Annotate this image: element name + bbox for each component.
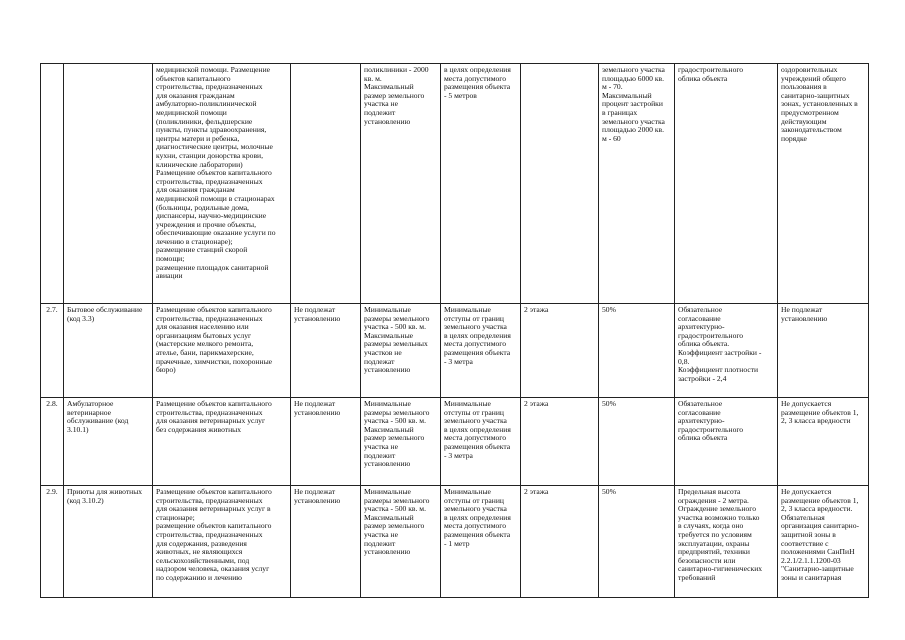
use-type-name: Амбулаторное ветеринарное обслуживание (код 3.10.1) — [64, 398, 153, 486]
cell-setbacks: в целях определения места допустимого размещения объекта - 5 метров — [441, 64, 521, 304]
cell-col4: Не подлежат установлению — [291, 398, 361, 486]
cell-floors — [521, 64, 599, 304]
cell-plot-size: Минимальные размеры земельного участка - 500 кв. м. Максимальный размер земельного участка не подлежит установлению — [361, 486, 441, 598]
cell-other-params: Обязательное согласование архитектурно- градостроительного облика объекта — [675, 398, 778, 486]
cell-coverage: 50% — [599, 398, 675, 486]
cell-setbacks: Минимальные отступы от границ земельного участка в целях определения места допустимого размещения объекта - 1 метр — [441, 486, 521, 598]
row-number: 2.7. — [41, 304, 64, 398]
cell-restrictions: Не допускается размещение объектов 1, 2, 3 класса вредности — [778, 398, 869, 486]
cell-coverage: 50% — [599, 304, 675, 398]
use-type-name — [64, 64, 153, 304]
use-type-description: Размещение объектов капитального строительства, предназначенных для оказания ветеринарных услуг без содержания животных — [153, 398, 291, 486]
use-type-name: Бытовое обслуживание (код 3.3) — [64, 304, 153, 398]
table-row — [41, 486, 869, 598]
use-type-name: Приюты для животных (код 3.10.2) — [64, 486, 153, 598]
cell-other-params: Обязательное согласование архитектурно- градостроительного облика объекта. Коэффициент застройки - 0,8. Коэффициент плотности застройки - 2,4 — [675, 304, 778, 398]
use-type-description: Размещение объектов капитального строительства, предназначенных для оказания ветеринарных услуг в стационаре; размещение объектов капитального строительства, предназначенных для содержания, разведения животных, не являющихся сельскохозяйственными, под надзором человека, оказания услуг по содержанию и лечению — [153, 486, 291, 598]
cell-floors: 2 этажа — [521, 398, 599, 486]
use-type-description: медицинской помощи. Размещение объектов капитального строительства, предназначенных для оказания гражданам амбулаторно-поликлинической медицинской помощи (поликлиники, фельдшерские пункты, пункты здравоохранения, центры матери и ребенка, диагностические центры, молочные кухни, станции донорства крови, клинические лаборатории) Размещение объектов капитального строительства, предназначенных для оказания гражданам медицинской помощи в стационарах (больницы, родильные дома, диспансеры, научно-медицинские учреждения и прочие объекты, обеспечивающие оказание услуги по лечению в стационаре); размещение станций скорой помощи; размещение площадок санитарной авиации — [153, 64, 291, 304]
row-number — [41, 64, 64, 304]
cell-col4 — [291, 64, 361, 304]
cell-plot-size: Минимальные размеры земельного участка - 500 кв. м. Максимальный размер земельного участка не подлежит установлению — [361, 398, 441, 486]
cell-col4: Не подлежат установлению — [291, 486, 361, 598]
cell-floors: 2 этажа — [521, 304, 599, 398]
table-row — [41, 64, 869, 304]
cell-other-params: градостроительного облика объекта — [675, 64, 778, 304]
cell-floors: 2 этажа — [521, 486, 599, 598]
cell-setbacks: Минимальные отступы от границ земельного участка в целях определения места допустимого размещения объекта - 3 метра — [441, 304, 521, 398]
table-row — [41, 398, 869, 486]
cell-restrictions: Не подлежат установлению — [778, 304, 869, 398]
cell-restrictions: Не допускается размещение объектов 1, 2, 3 класса вредности. Обязательная организация санитарно- защитной зоны в соответствие с положениями СанПиН 2.2.1/2.1.1.1200-03 "Санитарно-защитные зоны и санитарная — [778, 486, 869, 598]
cell-restrictions: оздоровительных учреждений общего пользования в санитарно-защитных зонах, установленных в предусмотренном действующим законодательством порядке — [778, 64, 869, 304]
cell-plot-size: Минимальные размеры земельного участка - 500 кв. м. Максимальные размеры земельных участков не подлежат установлению — [361, 304, 441, 398]
use-type-description: Размещение объектов капитального строительства, предназначенных для оказания населению или организациям бытовых услуг (мастерские мелкого ремонта, ателье, бани, парикмахерские, прачечные, химчистки, похоронные бюро) — [153, 304, 291, 398]
cell-col4: Не подлежат установлению — [291, 304, 361, 398]
row-number: 2.9. — [41, 486, 64, 598]
cell-setbacks: Минимальные отступы от границ земельного участка в целях определения места допустимого размещения объекта - 3 метра — [441, 398, 521, 486]
cell-plot-size: поликлиники - 2000 кв. м. Максимальный размер земельного участка не подлежит установлению — [361, 64, 441, 304]
zoning-regulations-table — [40, 63, 869, 598]
row-number: 2.8. — [41, 398, 64, 486]
cell-coverage: земельного участка площадью 6000 кв. м - 70. Максимальный процент застройки в границах земельного участка площадью 2000 кв. м - 60 — [599, 64, 675, 304]
table-row — [41, 304, 869, 398]
cell-other-params: Предельная высота ограждения - 2 метра. Ограждение земельного участка возможно только в случаях, когда оно требуется по условиям эксплуатации, охраны предприятий, техники безопасности или санитарно-гигиенических требований — [675, 486, 778, 598]
cell-coverage: 50% — [599, 486, 675, 598]
